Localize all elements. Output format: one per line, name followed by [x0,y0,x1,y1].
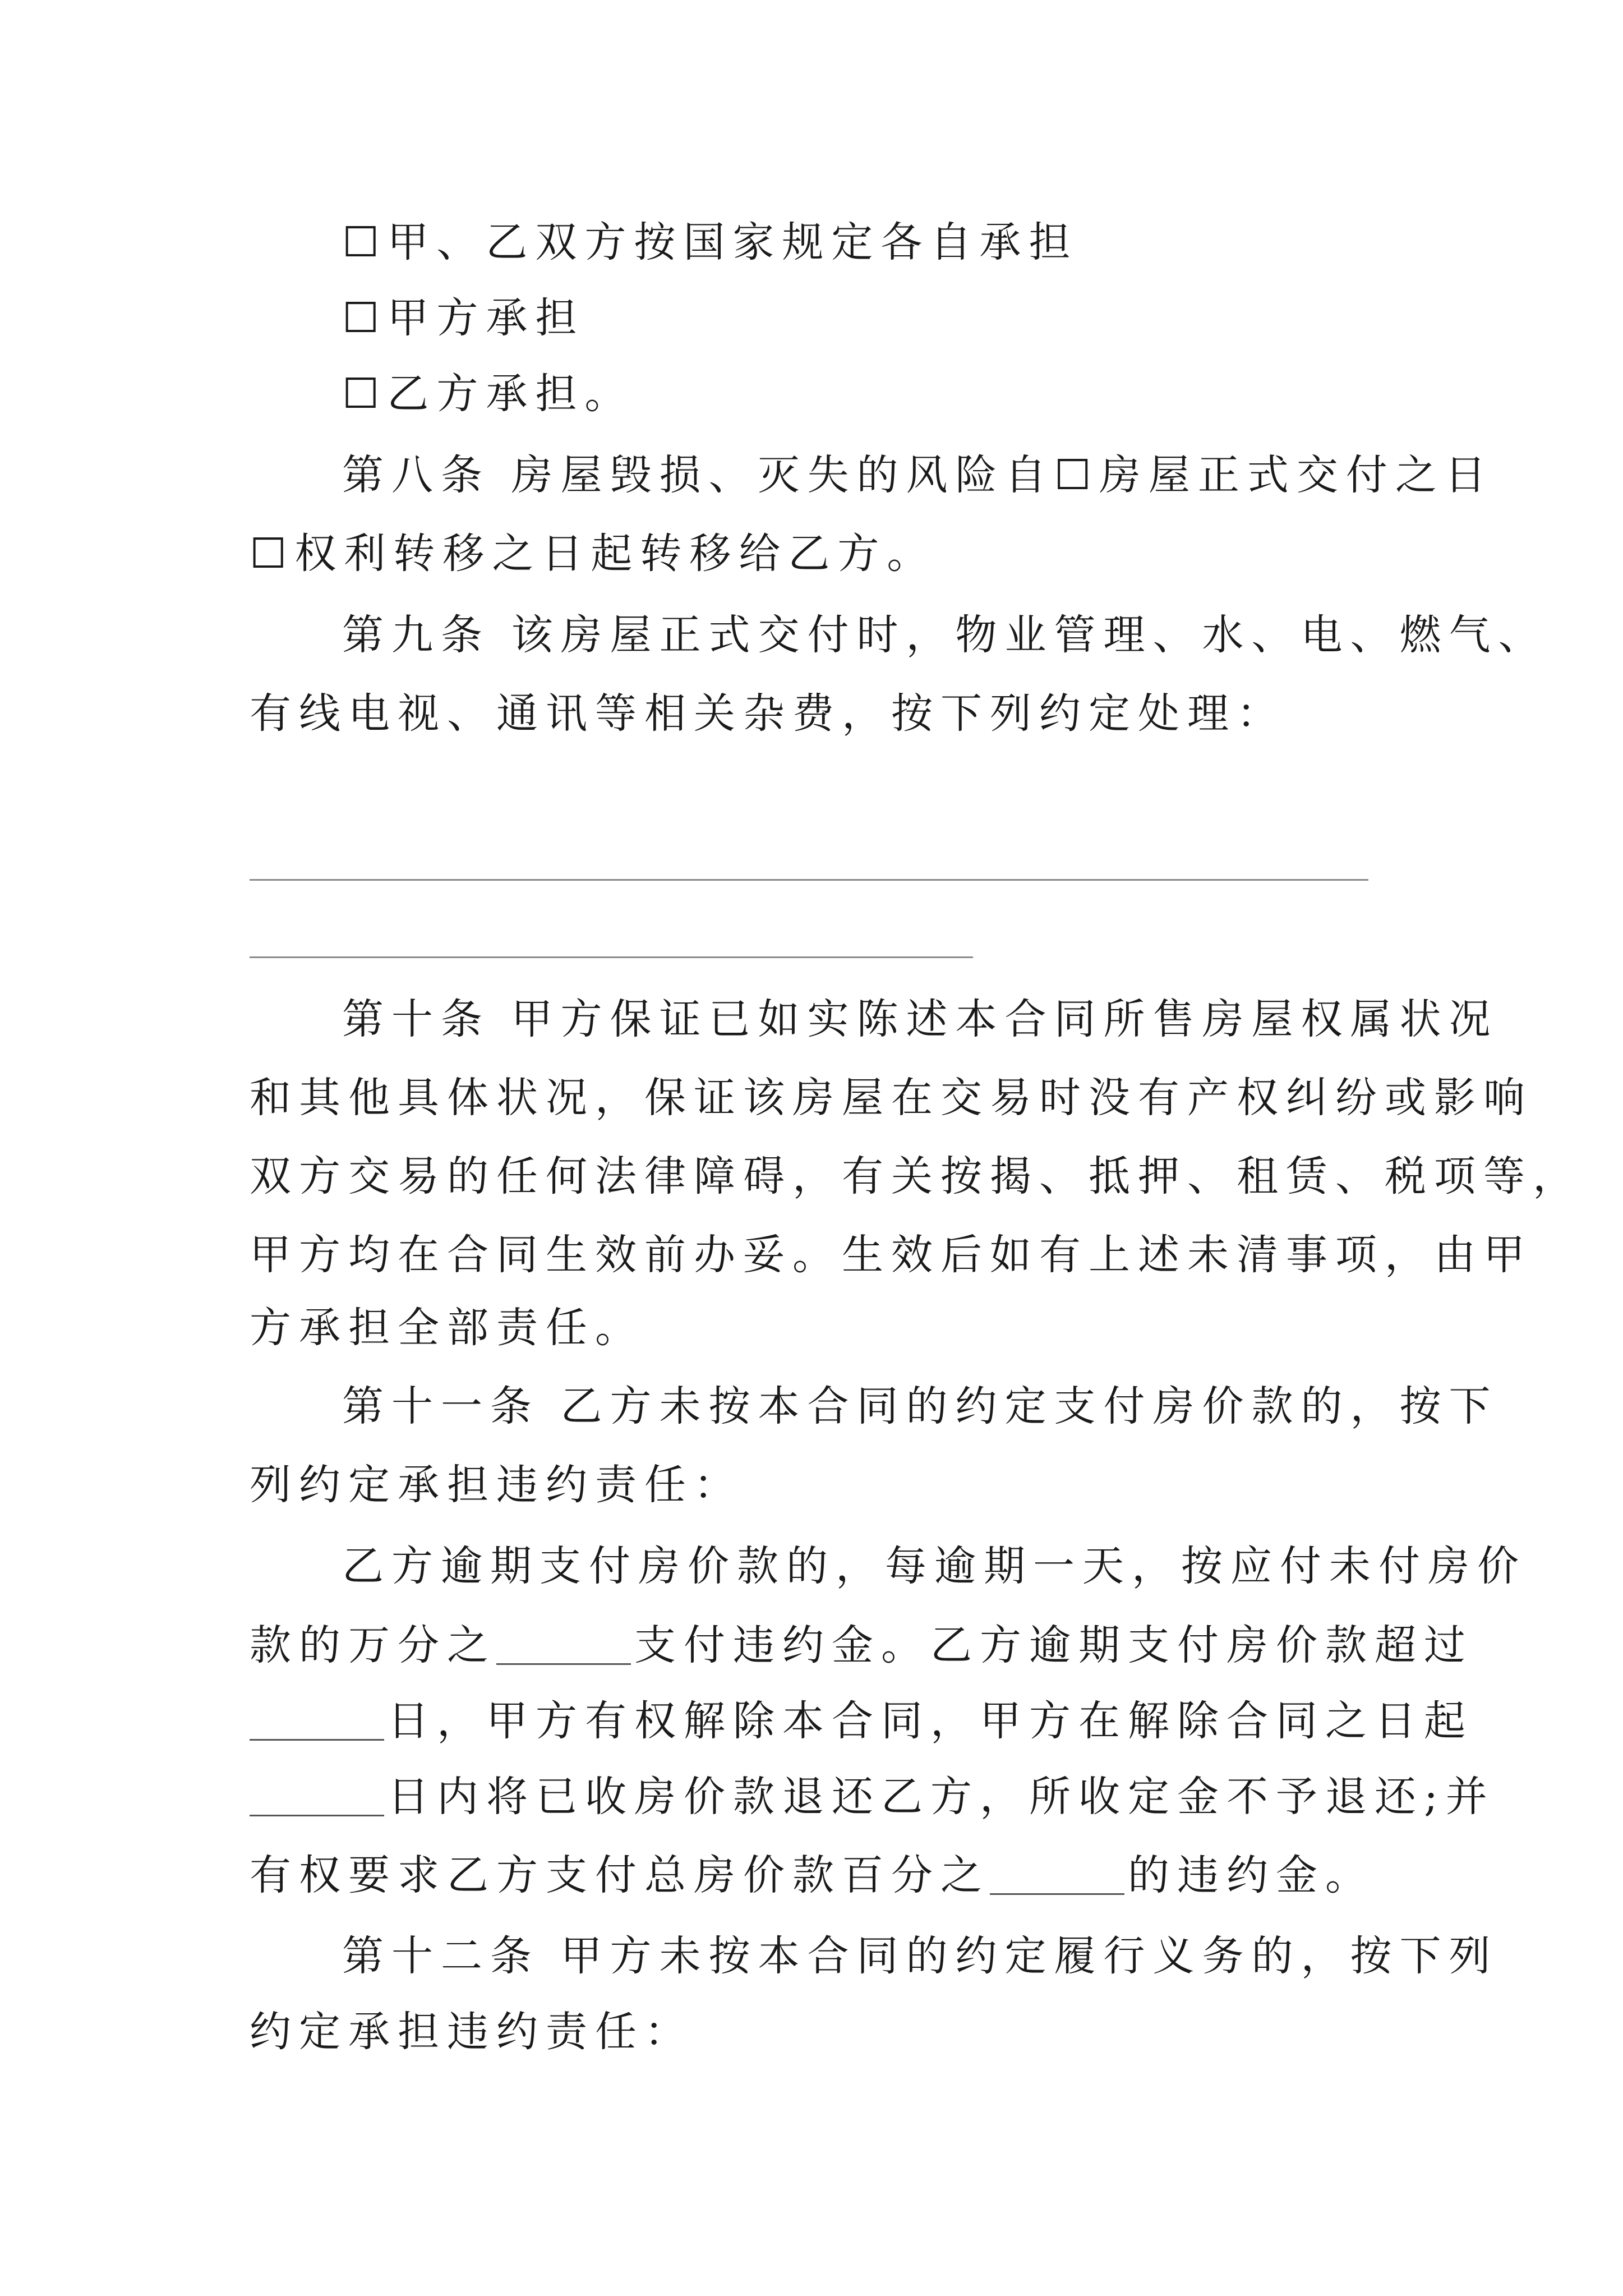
article-12-line-2: 约定承担违约责任： [250,2008,694,2056]
article-12-line-1: 第十二条 甲方未按本合同的约定履行义务的，按下列 [342,1932,1498,1980]
article-11-clause-line-1: 乙方逾期支付房价款的，每逾期一天，按应付未付房价 [342,1542,1527,1590]
article-10-line-1: 第十条 甲方保证已如实陈述本合同所售房屋权属状况 [342,995,1498,1043]
clause-text: 日内将已收房价款退还乙方，所收定金不予退还;并 [388,1773,1495,1821]
clause-prefix-baifen: 有权要求乙方支付总房价款百分之 [250,1851,990,1899]
article-10-line-3: 双方交易的任何法律障碍，有关按揭、抵押、租赁、税项等， [250,1152,1582,1200]
clause-prefix-wanfen: 款的万分之 [250,1621,496,1669]
article-11-clause-line-2 [250,1621,1473,1669]
blank-penalty-percent[interactable] [990,1854,1124,1895]
article-10-line-2: 和其他具体状况，保证该房屋在交易时没有产权纠纷或影响 [250,1074,1533,1122]
article-10-line-5: 方承担全部责任。 [250,1304,644,1352]
blank-refund-days[interactable] [250,1775,384,1816]
blank-penalty-rate[interactable] [496,1624,631,1665]
blank-overdue-days[interactable] [250,1700,384,1741]
article-8-line-1: 第八条 房屋毁损、灭失的风险自☐房屋正式交付之日 [342,451,1494,499]
article-11-clause-line-3 [250,1697,1473,1745]
article-9-line-2: 有线电视、通讯等相关杂费，按下列约定处理： [250,689,1286,738]
clause-text: 日，甲方有权解除本合同，甲方在解除合同之日起 [388,1697,1473,1745]
article-9-line-1: 第九条 该房屋正式交付时，物业管理、水、电、燃气、 [342,611,1548,659]
clause-text: 支付违约金。乙方逾期支付房价款超过 [634,1621,1473,1669]
clause-text: 的违约金。 [1128,1851,1375,1899]
article-11-line-2: 列约定承担违约责任： [250,1461,743,1509]
article-11-clause-line-5 [250,1851,1375,1899]
article-11-line-1: 第十一条 乙方未按本合同的约定支付房价款的，按下 [342,1382,1498,1430]
fill-in-rule-2 [250,956,973,958]
option-both-parties: ☐甲、乙双方按国家规定各自承担 [342,218,1078,266]
article-8-line-2: ☐权利转移之日起转移给乙方。 [250,530,937,578]
fill-in-rule-1 [250,879,1368,881]
article-10-line-4: 甲方均在合同生效前办妥。生效后如有上述未清事项，由甲 [250,1231,1533,1279]
option-party-b: ☐乙方承担。 [342,370,634,418]
option-party-a: ☐甲方承担 [342,294,585,342]
article-11-clause-line-4 [250,1773,1495,1821]
